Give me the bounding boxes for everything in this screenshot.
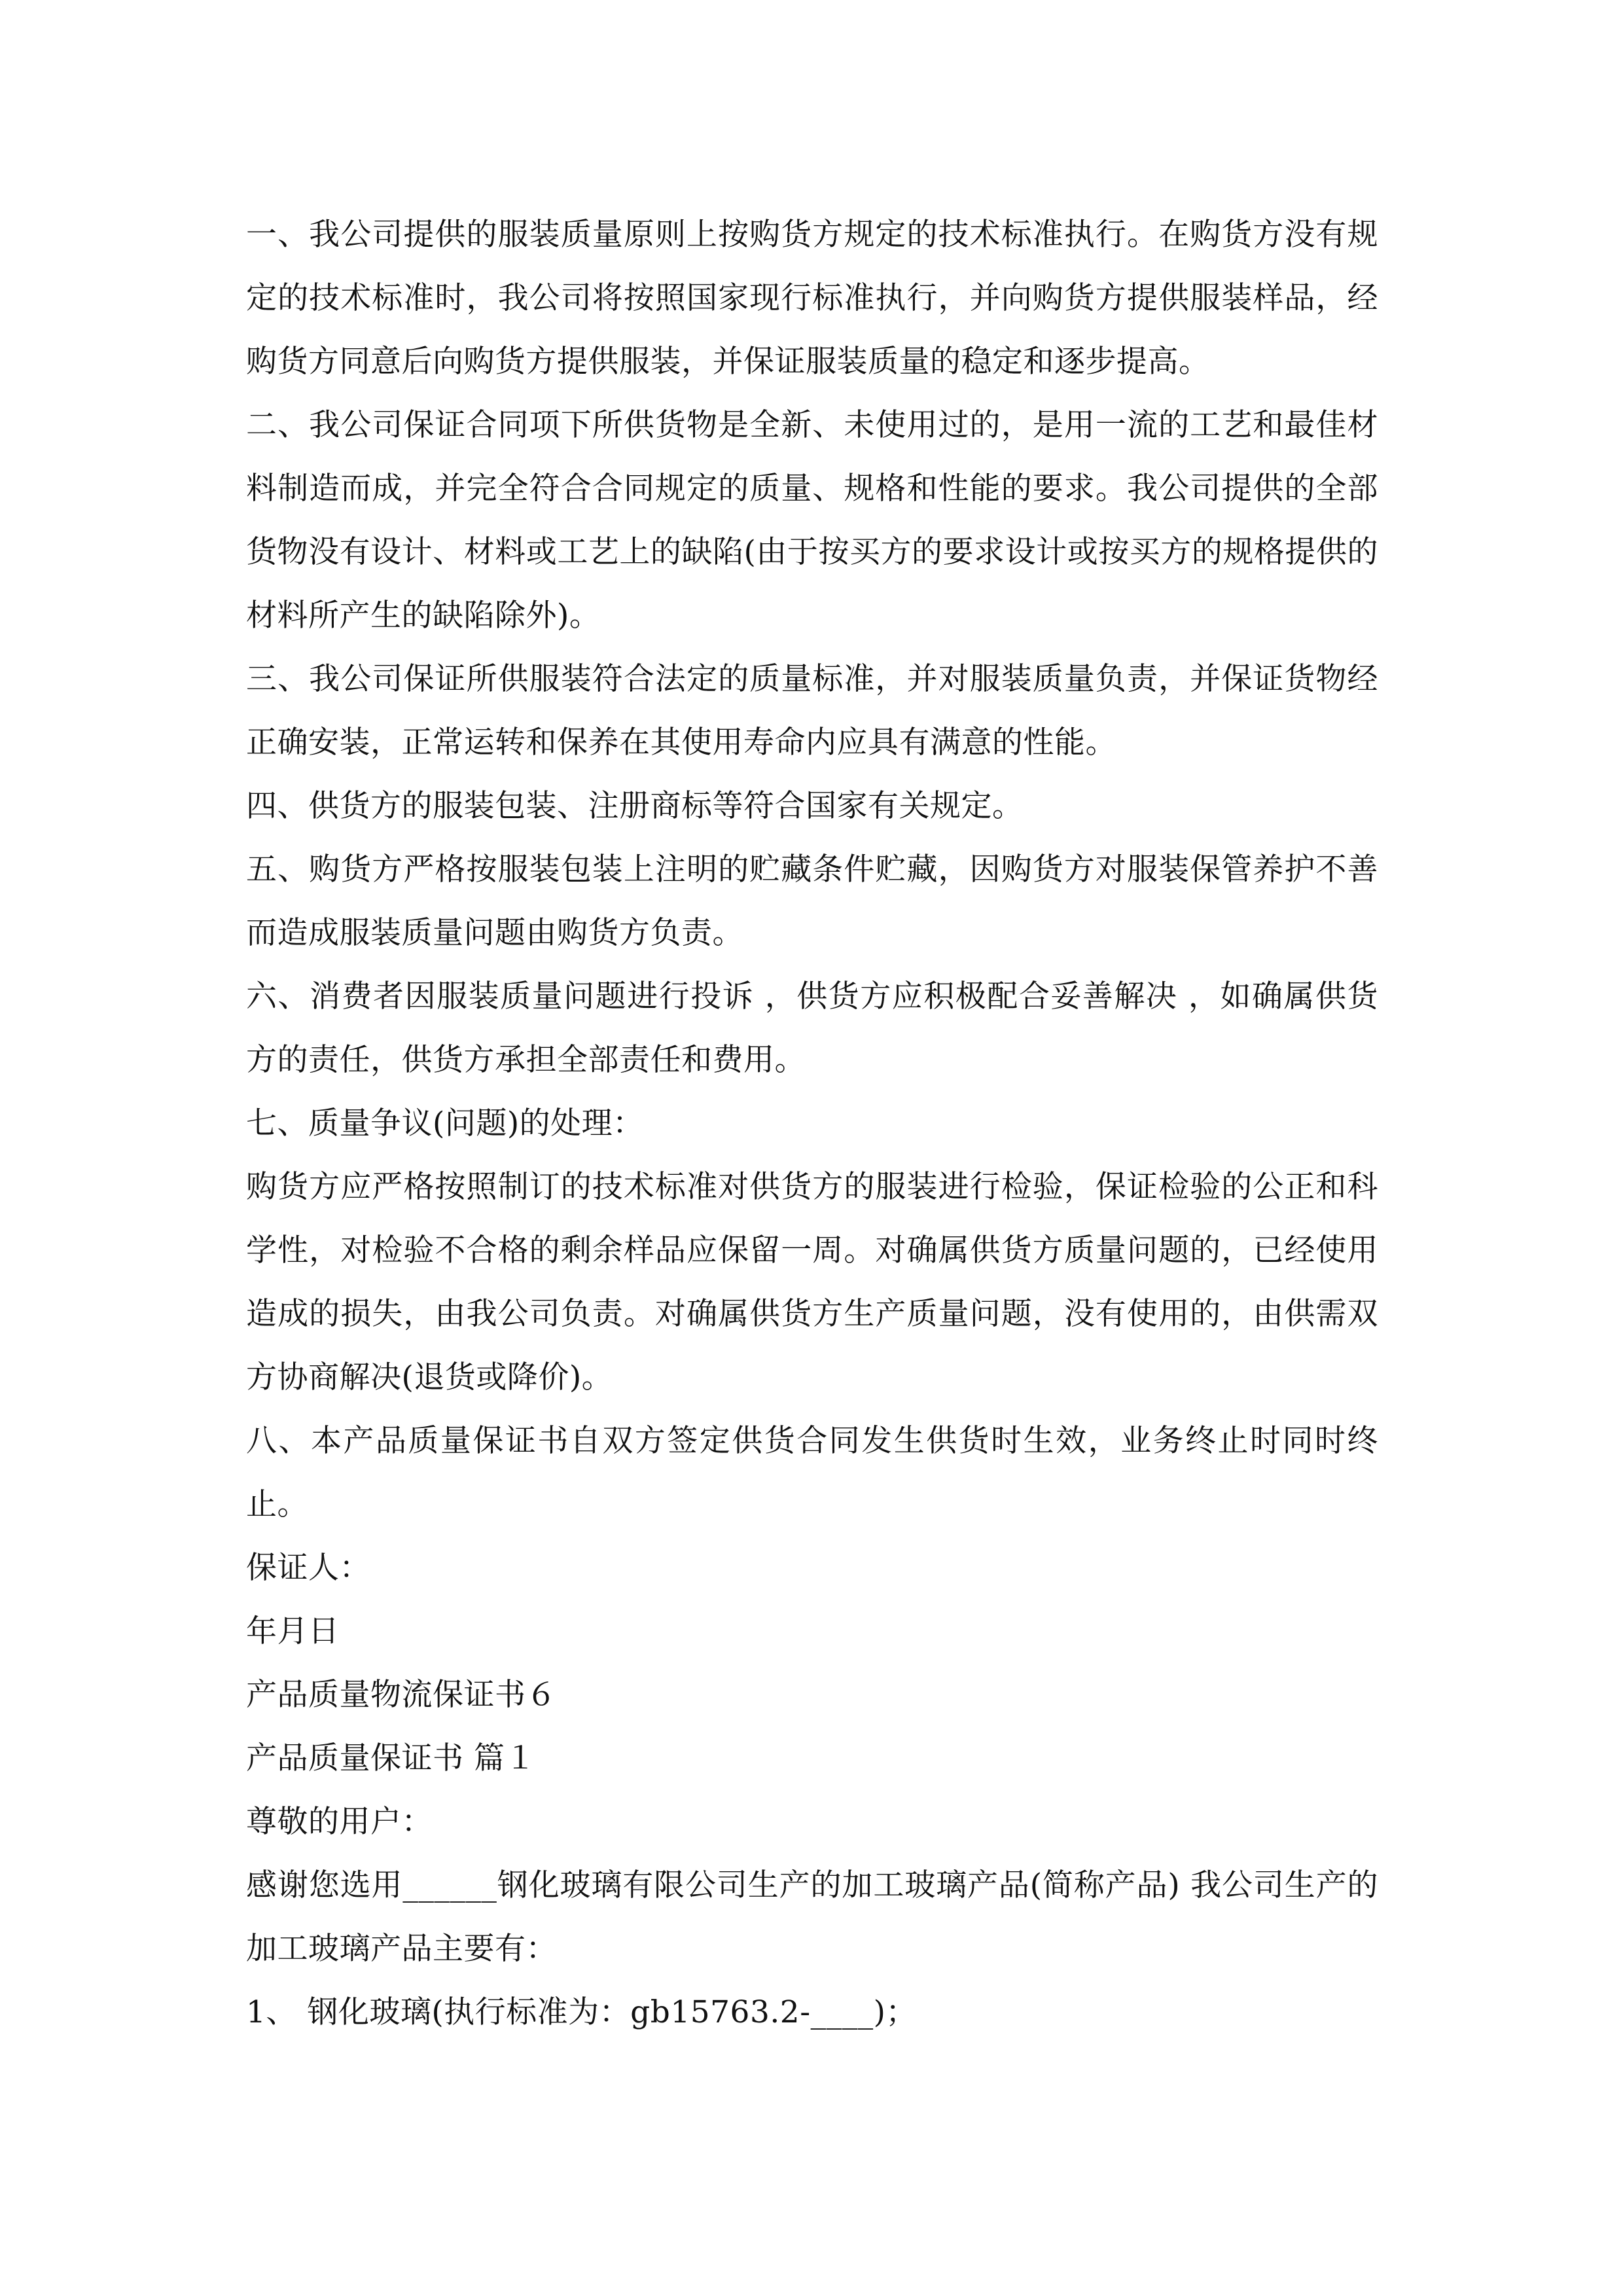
subsection-title: 产品质量保证书 篇１ <box>246 1740 536 1776</box>
clause-3: 三、我公司保证所供服装符合法定的质量标准，并对服装质量负责，并保证货物经正确安装，正常运转和保养在其使用寿命内应具有满意的性能。 <box>246 661 1378 761</box>
section-title: 产品质量物流保证书６ <box>246 1677 557 1713</box>
clause-5: 五、购货方严格按服装包装上注明的贮藏条件贮藏，因购货方对服装保管养护不善而造成服装质量问题由购货方负责。 <box>246 852 1378 951</box>
salutation: 尊敬的用户： <box>246 1804 433 1840</box>
product-list-item: 1、 钢化玻璃(执行标准为：gb15763.2-____)； <box>246 1994 917 2030</box>
clause-7-body: 购货方应严格按照制订的技术标准对供货方的服装进行检验，保证检验的公正和科学性，对检验不合格的剩余样品应保留一周。对确属供货方质量问题的，已经使用造成的损失，由我公司负责。对确属供货方生产质量问题，没有使用的，由供需双方协商解决(退货或降价)。 <box>246 1169 1378 1395</box>
date-line: 年月日 <box>246 1613 340 1649</box>
clause-1: 一、我公司提供的服装质量原则上按购货方规定的技术标准执行。在购货方没有规定的技术标准时，我公司将按照国家现行标准执行，并向购货方提供服装样品，经购货方同意后向购货方提供服装，并保证服装质量的稳定和逐步提高。 <box>246 217 1378 380</box>
intro-paragraph: 感谢您选用______钢化玻璃有限公司生产的加工玻璃产品(简称产品) 我公司生产的加工玻璃产品主要有： <box>246 1867 1378 1967</box>
clause-8: 八、本产品质量保证书自双方签定供货合同发生供货时生效，业务终止时同时终止。 <box>246 1423 1378 1522</box>
clause-7-heading: 七、质量争议(问题)的处理： <box>246 1105 644 1141</box>
clause-2: 二、我公司保证合同项下所供货物是全新、未使用过的，是用一流的工艺和最佳材料制造而成，并完全符合合同规定的质量、规格和性能的要求。我公司提供的全部货物没有设计、材料或工艺上的缺陷(由于按买方的要求设计或按买方的规格提供的材料所产生的缺陷除外)。 <box>246 407 1378 634</box>
guarantor-line: 保证人： <box>246 1550 370 1586</box>
clause-6: 六、消费者因服装质量问题进行投诉 ，供货方应积极配合妥善解决 ，如确属供货方的责任，供货方承担全部责任和费用。 <box>246 978 1378 1078</box>
clause-4: 四、供货方的服装包装、注册商标等符合国家有关规定。 <box>246 788 1024 824</box>
document-body <box>246 203 1378 2044</box>
